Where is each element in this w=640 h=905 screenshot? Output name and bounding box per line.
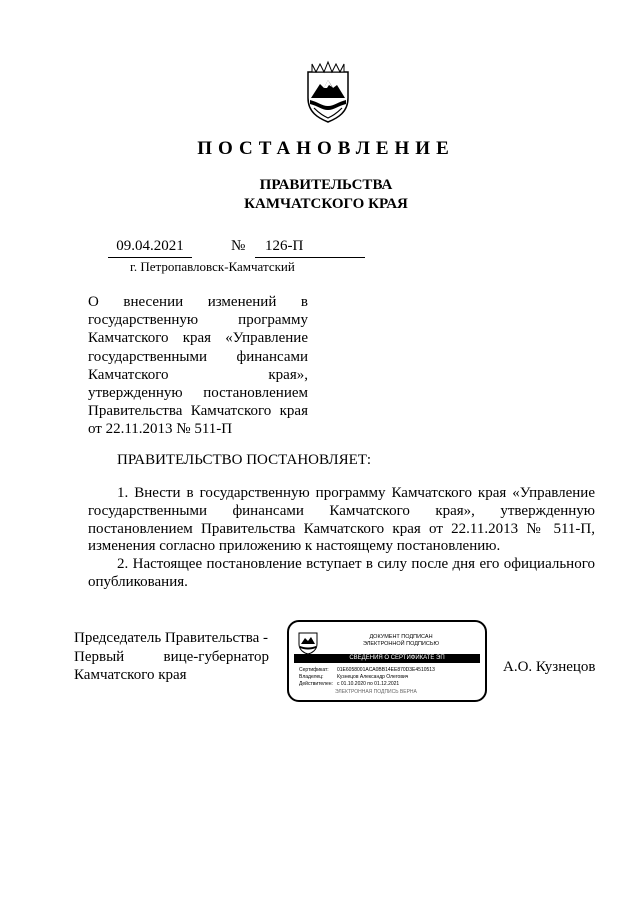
issuing-authority <box>0 176 640 214</box>
coat-of-arms-emblem <box>302 58 354 124</box>
position-line: Председатель Правительства - <box>74 630 269 646</box>
stamp-owner-value: Кузнецов Александр Олегович <box>337 674 409 680</box>
subject-line: от 22.11.2013 № 511-П <box>88 421 233 438</box>
stamp-validity-row <box>299 681 399 687</box>
subject-line: О внесении изменений в <box>88 294 308 310</box>
decree-formula: ПРАВИТЕЛЬСТВО ПОСТАНОВЛЯЕТ: <box>117 452 372 468</box>
subject-line: утвержденную постановлением <box>88 385 308 402</box>
stamp-title <box>289 634 489 648</box>
authority-line-1: ПРАВИТЕЛЬСТВА <box>259 177 393 193</box>
number-sign: № <box>231 238 246 254</box>
document-number: 126-П <box>265 238 304 254</box>
signatory-position <box>74 629 269 685</box>
position-line: Первый вице-губернатор <box>74 648 269 665</box>
signatory-name: А.О. Кузнецов <box>503 659 596 675</box>
body-paragraph: 1. Внести в государственную программу Камчатского края «Управление государственными финансами Камчатского края», утвержденную постановлением Правительства Камчатского края от 22.11.2013 № 511-П, изменения согласно приложению к настоящему постановлению. <box>88 485 595 555</box>
date-underline <box>108 257 192 258</box>
place-of-issue: г. Петропавловск-Камчатский <box>130 259 295 274</box>
stamp-footer: ЭЛЕКТРОННАЯ ПОДПИСЬ ВЕРНА <box>335 689 417 695</box>
stamp-title-line: ЭЛЕКТРОННОЙ ПОДПИСЬЮ <box>362 641 440 647</box>
stamp-cert-row <box>299 667 435 673</box>
document-date: 09.04.2021 <box>116 238 184 254</box>
stamp-validity-value: с 01.10.2020 по 01.12.2021 <box>337 681 400 687</box>
stamp-owner-row <box>299 674 408 680</box>
stamp-cert-label: Сертификат: <box>299 667 329 673</box>
position-line: Камчатского края <box>74 667 187 683</box>
document-subject <box>88 293 308 439</box>
document-body <box>88 485 595 592</box>
stamp-owner-label: Владелец: <box>299 674 324 680</box>
stamp-cert-value: 01E6058001ACA0BB14EE870D3E4510513 <box>337 667 435 673</box>
body-paragraph: 2. Настоящее постановление вступает в силу после дня его официального опубликования. <box>88 556 595 590</box>
subject-line: Камчатского края», <box>88 366 308 383</box>
stamp-band: СВЕДЕНИЯ О СЕРТИФИКАТЕ ЭП <box>294 654 480 663</box>
subject-line: Правительства Камчатского края <box>88 403 308 420</box>
subject-line: государственными финансами <box>88 348 308 365</box>
document-type-heading: ПОСТАНОВЛЕНИЕ <box>197 138 455 159</box>
stamp-title-line: ДОКУМЕНТ ПОДПИСАН <box>369 634 433 640</box>
number-underline <box>255 257 365 258</box>
electronic-signature-stamp <box>287 620 487 702</box>
subject-line: Камчатского края «Управление <box>88 330 308 347</box>
authority-line-2: КАМЧАТСКОГО КРАЯ <box>244 196 408 212</box>
subject-line: государственную программу <box>88 312 308 329</box>
stamp-validity-label: Действителен: <box>299 681 333 687</box>
